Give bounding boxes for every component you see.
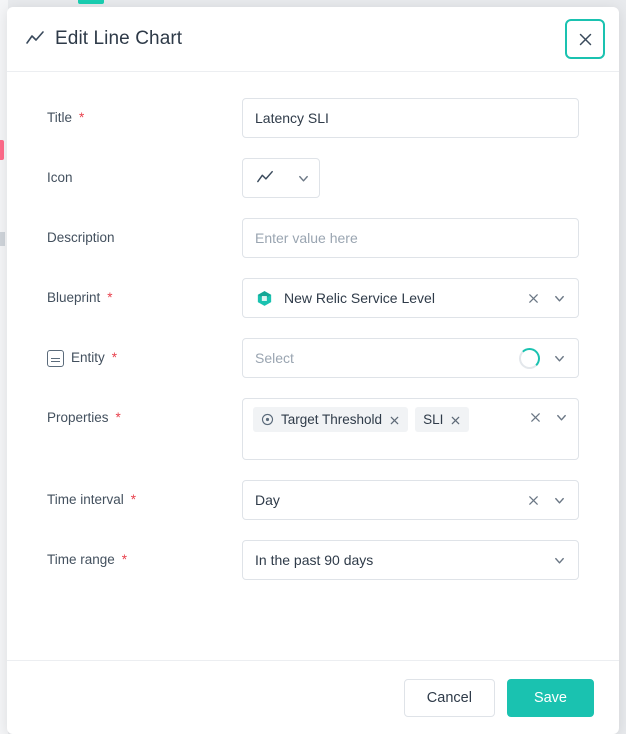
properties-field-wrap: [242, 398, 579, 460]
required-marker: *: [121, 552, 128, 567]
field-row-description: [47, 218, 579, 258]
blueprint-select[interactable]: [242, 278, 579, 318]
background-nav-indicator: [0, 140, 4, 160]
title-label: [47, 98, 242, 126]
required-marker: *: [79, 110, 85, 125]
line-chart-icon: [255, 168, 275, 188]
chevron-down-icon: [297, 172, 310, 185]
chevron-down-icon[interactable]: [553, 352, 566, 365]
save-button[interactable]: Save: [507, 679, 594, 717]
entity-icon: [47, 350, 64, 367]
chip-label: SLI: [423, 412, 444, 427]
title-field-wrap: [242, 98, 579, 138]
entity-field-wrap: [242, 338, 579, 378]
time-range-select[interactable]: [242, 540, 579, 580]
clear-icon[interactable]: [527, 292, 540, 305]
properties-multiselect[interactable]: [242, 398, 579, 460]
field-row-icon: [47, 158, 579, 198]
chevron-down-icon[interactable]: [553, 292, 566, 305]
blueprint-controls: [527, 292, 566, 305]
description-label-text: Description: [47, 230, 115, 245]
target-icon: [261, 413, 274, 426]
entity-select[interactable]: [242, 338, 579, 378]
entity-controls: [519, 348, 566, 369]
entity-placeholder: Select: [255, 350, 294, 366]
description-label: [47, 218, 242, 246]
edit-line-chart-modal: [7, 7, 619, 734]
required-marker: *: [130, 492, 137, 507]
entity-label: [47, 338, 242, 367]
time-interval-value: Day: [255, 492, 280, 508]
background-tab-indicator: [78, 0, 104, 4]
properties-label: [47, 398, 242, 426]
icon-field-wrap: [242, 158, 579, 198]
time-range-field-wrap: [242, 540, 579, 580]
loading-spinner-icon: [519, 348, 540, 369]
cancel-button[interactable]: Cancel: [404, 679, 495, 717]
remove-chip-icon[interactable]: [389, 414, 400, 425]
modal-header: [7, 7, 619, 72]
blueprint-value: New Relic Service Level: [284, 290, 435, 306]
title-label-text: Title: [47, 110, 73, 125]
clear-icon[interactable]: [527, 494, 540, 507]
chevron-down-icon[interactable]: [553, 494, 566, 507]
time-range-value: In the past 90 days: [255, 552, 374, 568]
description-placeholder: Enter value here: [255, 230, 358, 246]
blueprint-icon: [255, 289, 274, 308]
time-range-label-text: Time range: [47, 552, 115, 567]
icon-label: [47, 158, 242, 186]
modal-title-group: [25, 28, 182, 50]
chevron-down-icon[interactable]: [555, 411, 568, 424]
modal-body: [7, 72, 619, 660]
time-interval-field-wrap: [242, 480, 579, 520]
field-row-time-interval: [47, 480, 579, 520]
blueprint-field-wrap: [242, 278, 579, 318]
entity-label-text: Entity: [71, 350, 105, 366]
blueprint-label-text: Blueprint: [47, 290, 101, 305]
title-input[interactable]: [242, 98, 579, 138]
title-input-value: Latency SLI: [255, 110, 329, 126]
properties-chip-list: [253, 407, 519, 432]
description-input[interactable]: [242, 218, 579, 258]
list-item[interactable]: [253, 407, 408, 432]
field-row-time-range: [47, 540, 579, 580]
close-button[interactable]: [565, 19, 605, 59]
time-range-controls: [553, 554, 566, 567]
blueprint-label: [47, 278, 242, 306]
properties-label-text: Properties: [47, 410, 109, 425]
time-interval-label: [47, 480, 242, 508]
icon-select[interactable]: [242, 158, 320, 198]
chip-label: Target Threshold: [281, 412, 383, 427]
required-marker: *: [115, 410, 121, 425]
field-row-properties: [47, 398, 579, 460]
remove-chip-icon[interactable]: [450, 414, 461, 425]
time-interval-controls: [527, 494, 566, 507]
time-interval-select[interactable]: [242, 480, 579, 520]
properties-controls: [529, 407, 568, 424]
time-range-label: [47, 540, 242, 568]
description-field-wrap: [242, 218, 579, 258]
line-chart-icon: [25, 29, 45, 49]
field-row-entity: [47, 338, 579, 378]
required-marker: *: [111, 350, 118, 366]
clear-icon[interactable]: [529, 411, 542, 424]
list-item[interactable]: [415, 407, 469, 432]
modal-footer: [7, 660, 619, 734]
icon-label-text: Icon: [47, 170, 73, 185]
required-marker: *: [107, 290, 113, 305]
field-row-blueprint: [47, 278, 579, 318]
background-nav-indicator-secondary: [0, 232, 5, 246]
chevron-down-icon[interactable]: [553, 554, 566, 567]
page-title: Edit Line Chart: [55, 28, 183, 49]
time-interval-label-text: Time interval: [47, 492, 124, 507]
field-row-title: [47, 98, 579, 138]
